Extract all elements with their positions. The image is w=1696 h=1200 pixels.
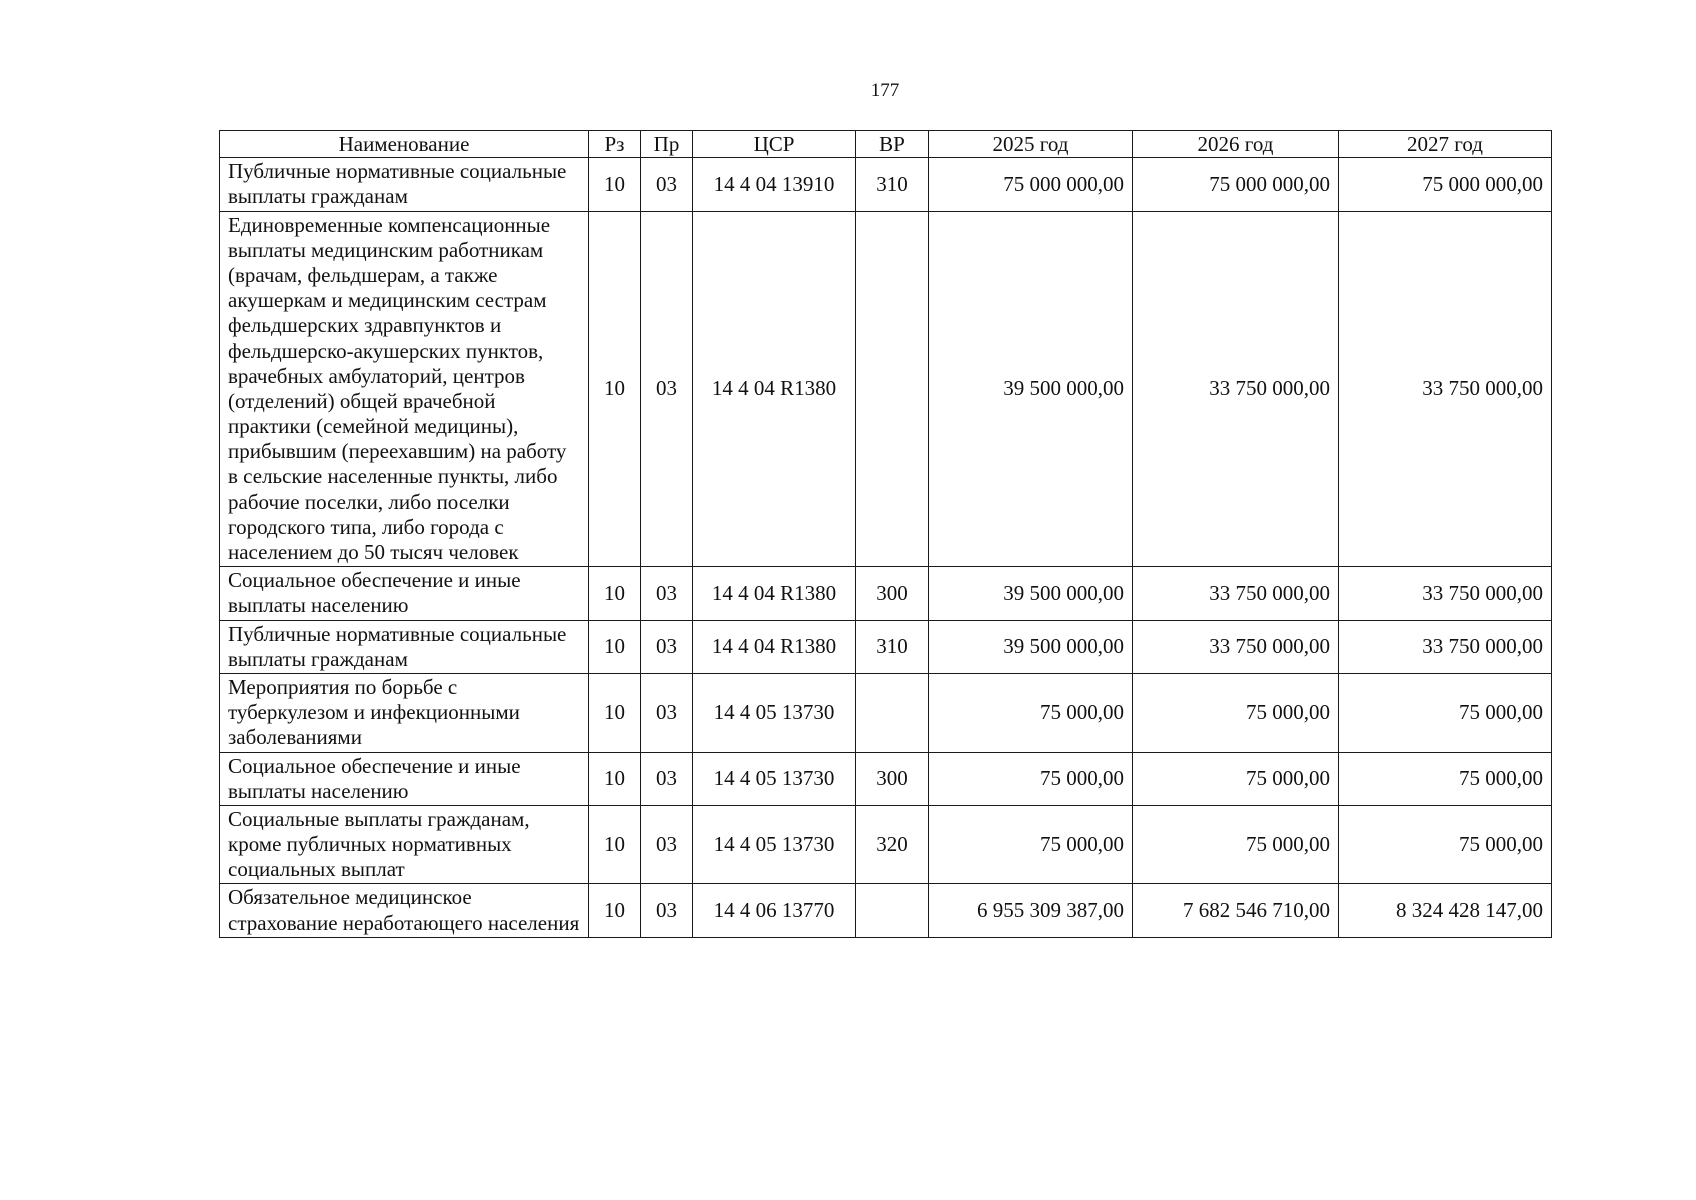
cell-name: Социальные выплаты гражданам, кроме публичных нормативных социальных выплат <box>220 805 589 884</box>
table-row <box>220 211 1552 567</box>
table-header <box>220 131 1552 158</box>
header-2025: 2025 год <box>929 131 1133 158</box>
cell-2027: 8 324 428 147,00 <box>1339 884 1552 937</box>
cell-2025: 75 000 000,00 <box>929 158 1133 211</box>
header-row <box>220 131 1552 158</box>
cell-name: Социальное обеспечение и иные выплаты населению <box>220 567 589 620</box>
cell-rz: 10 <box>589 620 641 673</box>
cell-2027: 75 000,00 <box>1339 805 1552 884</box>
cell-2026: 33 750 000,00 <box>1133 211 1339 567</box>
cell-vr: 310 <box>856 158 929 211</box>
header-2027: 2027 год <box>1339 131 1552 158</box>
table-row <box>220 673 1552 752</box>
cell-name: Социальное обеспечение и иные выплаты населению <box>220 752 589 805</box>
cell-csr: 14 4 04 13910 <box>693 158 856 211</box>
cell-2027: 75 000 000,00 <box>1339 158 1552 211</box>
header-rz: Рз <box>589 131 641 158</box>
cell-2025: 75 000,00 <box>929 752 1133 805</box>
cell-csr: 14 4 04 R1380 <box>693 620 856 673</box>
table-row <box>220 567 1552 620</box>
cell-vr: 300 <box>856 752 929 805</box>
table-row <box>220 620 1552 673</box>
cell-rz: 10 <box>589 752 641 805</box>
cell-pr: 03 <box>641 673 693 752</box>
cell-csr: 14 4 06 13770 <box>693 884 856 937</box>
cell-rz: 10 <box>589 158 641 211</box>
cell-2026: 75 000,00 <box>1133 673 1339 752</box>
cell-2026: 33 750 000,00 <box>1133 567 1339 620</box>
table-row <box>220 158 1552 211</box>
cell-rz: 10 <box>589 884 641 937</box>
cell-pr: 03 <box>641 211 693 567</box>
header-vr: ВР <box>856 131 929 158</box>
cell-csr: 14 4 04 R1380 <box>693 211 856 567</box>
cell-name: Обязательное медицинское страхование неработающего населения <box>220 884 589 937</box>
cell-2025: 75 000,00 <box>929 673 1133 752</box>
cell-csr: 14 4 05 13730 <box>693 752 856 805</box>
cell-2026: 7 682 546 710,00 <box>1133 884 1339 937</box>
table-row <box>220 884 1552 937</box>
cell-rz: 10 <box>589 805 641 884</box>
cell-vr <box>856 211 929 567</box>
cell-2027: 75 000,00 <box>1339 673 1552 752</box>
page-number: 177 <box>870 80 900 101</box>
table-body <box>220 158 1552 938</box>
table-row <box>220 805 1552 884</box>
cell-2025: 39 500 000,00 <box>929 567 1133 620</box>
header-name: Наименование <box>220 131 589 158</box>
cell-name: Публичные нормативные социальные выплаты гражданам <box>220 158 589 211</box>
header-csr: ЦСР <box>693 131 856 158</box>
table-row <box>220 752 1552 805</box>
cell-pr: 03 <box>641 567 693 620</box>
cell-pr: 03 <box>641 620 693 673</box>
cell-2025: 39 500 000,00 <box>929 620 1133 673</box>
cell-pr: 03 <box>641 884 693 937</box>
cell-name: Единовременные компенсационные выплаты медицинским работникам (врачам, фельдшерам, а также акушеркам и медицинским сестрам фельдшерских здравпунктов и фельдшерско-акушерских пунктов, врачебных амбулаторий, центров (отделений) общей врачебной практики (семейной медицины), прибывшим (переехавшим) на работу в сельские населенные пункты, либо рабочие поселки, либо поселки городского типа, либо города с населением до 50 тысяч человек <box>220 211 589 567</box>
cell-name: Публичные нормативные социальные выплаты гражданам <box>220 620 589 673</box>
cell-rz: 10 <box>589 211 641 567</box>
cell-rz: 10 <box>589 567 641 620</box>
cell-pr: 03 <box>641 752 693 805</box>
cell-pr: 03 <box>641 158 693 211</box>
cell-2026: 75 000 000,00 <box>1133 158 1339 211</box>
cell-vr: 320 <box>856 805 929 884</box>
cell-2026: 75 000,00 <box>1133 805 1339 884</box>
cell-csr: 14 4 04 R1380 <box>693 567 856 620</box>
cell-vr <box>856 884 929 937</box>
budget-table <box>219 130 1552 938</box>
header-pr: Пр <box>641 131 693 158</box>
cell-pr: 03 <box>641 805 693 884</box>
cell-vr: 300 <box>856 567 929 620</box>
cell-name: Мероприятия по борьбе с туберкулезом и инфекционными заболеваниями <box>220 673 589 752</box>
cell-2025: 39 500 000,00 <box>929 211 1133 567</box>
cell-csr: 14 4 05 13730 <box>693 805 856 884</box>
cell-vr <box>856 673 929 752</box>
header-2026: 2026 год <box>1133 131 1339 158</box>
cell-vr: 310 <box>856 620 929 673</box>
cell-2025: 75 000,00 <box>929 805 1133 884</box>
cell-2026: 33 750 000,00 <box>1133 620 1339 673</box>
cell-2026: 75 000,00 <box>1133 752 1339 805</box>
cell-2027: 33 750 000,00 <box>1339 567 1552 620</box>
cell-2027: 75 000,00 <box>1339 752 1552 805</box>
cell-2025: 6 955 309 387,00 <box>929 884 1133 937</box>
cell-rz: 10 <box>589 673 641 752</box>
cell-csr: 14 4 05 13730 <box>693 673 856 752</box>
cell-2027: 33 750 000,00 <box>1339 211 1552 567</box>
cell-2027: 33 750 000,00 <box>1339 620 1552 673</box>
